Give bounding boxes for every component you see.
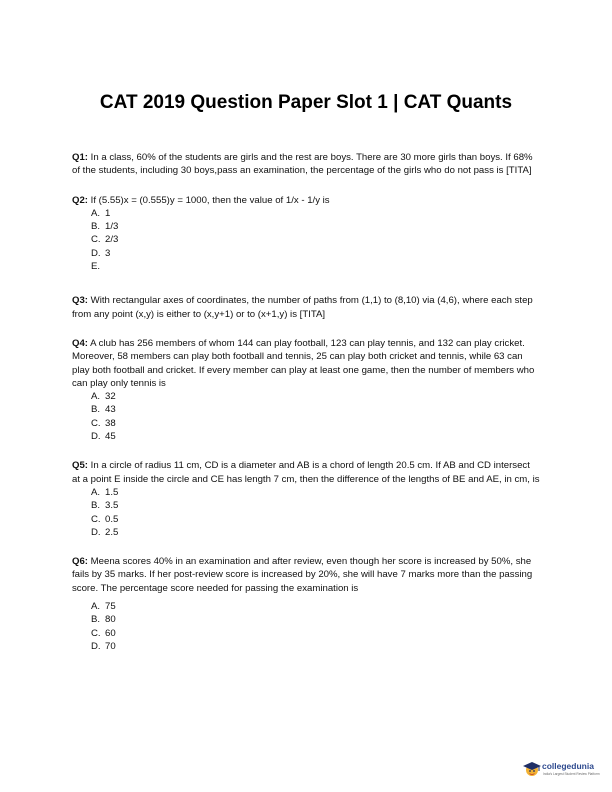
question-1 bbox=[72, 151, 540, 178]
question-text bbox=[72, 555, 540, 595]
option-letter: D. bbox=[91, 640, 101, 652]
option-text: 1.5 bbox=[105, 486, 119, 498]
option-list bbox=[72, 486, 540, 539]
option-letter: D. bbox=[91, 247, 101, 259]
option-text: 75 bbox=[105, 601, 116, 613]
option-letter: C. bbox=[91, 627, 101, 639]
option-letter: C. bbox=[91, 513, 101, 525]
option-list bbox=[72, 390, 540, 443]
option-a bbox=[91, 390, 540, 403]
question-label: Q3: bbox=[72, 295, 88, 307]
question-5 bbox=[72, 459, 540, 539]
question-label: Q6: bbox=[72, 556, 88, 568]
option-text: 45 bbox=[105, 431, 116, 443]
option-c bbox=[91, 513, 540, 526]
option-letter: D. bbox=[91, 526, 101, 538]
option-letter: B. bbox=[91, 614, 101, 626]
question-text bbox=[72, 337, 540, 390]
option-letter: A. bbox=[91, 391, 101, 403]
question-label: Q4: bbox=[72, 337, 88, 349]
option-b bbox=[91, 403, 540, 416]
question-body: With rectangular axes of coordinates, the number of paths from (1,1) to (8,10) via (4,6), where each step from any point (x,y) is either to (x,y+1) or to (x+1,y) is [TITA] bbox=[72, 295, 533, 320]
option-a bbox=[91, 600, 540, 613]
option-d bbox=[91, 430, 540, 443]
option-text: 38 bbox=[105, 417, 116, 429]
graduate-cap-icon bbox=[522, 759, 542, 779]
option-text: 1/3 bbox=[105, 221, 119, 233]
option-list bbox=[72, 207, 540, 273]
option-text: 3.5 bbox=[105, 500, 119, 512]
option-letter: B. bbox=[91, 221, 101, 233]
option-text: 2.5 bbox=[105, 526, 119, 538]
option-text: 43 bbox=[105, 404, 116, 416]
question-3 bbox=[72, 294, 540, 321]
option-list bbox=[72, 600, 540, 653]
option-letter: B. bbox=[91, 404, 101, 416]
option-b bbox=[91, 220, 540, 233]
question-label: Q5: bbox=[72, 460, 88, 472]
question-label: Q1: bbox=[72, 152, 88, 163]
question-label: Q2: bbox=[72, 194, 88, 206]
option-c bbox=[91, 627, 540, 640]
option-text: 60 bbox=[105, 627, 116, 639]
question-4 bbox=[72, 337, 540, 443]
option-b bbox=[91, 613, 540, 626]
page-title: CAT 2019 Question Paper Slot 1 | CAT Quants bbox=[99, 92, 513, 113]
question-text bbox=[72, 194, 540, 207]
option-letter: A. bbox=[91, 601, 101, 613]
option-a bbox=[91, 486, 540, 499]
option-letter: C. bbox=[91, 234, 101, 246]
logo-tagline: India's Largest Student Review Platform bbox=[543, 772, 600, 776]
option-letter: A. bbox=[91, 207, 101, 219]
option-d bbox=[91, 526, 540, 539]
question-text bbox=[72, 151, 540, 178]
question-list bbox=[72, 151, 540, 669]
option-text: 1 bbox=[105, 207, 111, 219]
collegedunia-logo bbox=[522, 757, 612, 783]
option-letter: A. bbox=[91, 486, 101, 498]
option-b bbox=[91, 499, 540, 512]
logo-brand: collegedunia bbox=[542, 761, 594, 771]
option-d bbox=[91, 640, 540, 653]
question-text bbox=[72, 294, 540, 321]
option-text: 70 bbox=[105, 640, 116, 652]
option-text: 2/3 bbox=[105, 234, 119, 246]
option-letter: E. bbox=[91, 261, 101, 273]
question-body: If (5.55)x = (0.555)y = 1000, then the value of 1/x - 1/y is bbox=[90, 194, 330, 206]
option-a bbox=[91, 207, 540, 220]
question-2 bbox=[72, 194, 540, 279]
question-body: In a circle of radius 11 cm, CD is a diameter and AB is a chord of length 20.5 cm. If AB and CD intersect at a point E inside the circle and CE has length 7 cm, then the difference of the lengths of BE and AE, in cm, is bbox=[72, 460, 540, 485]
question-text bbox=[72, 459, 540, 486]
question-body: A club has 256 members of whom 144 can play football, 123 can play tennis, and 132 can play cricket. Moreover, 58 members can play both football and tennis, 25 can play both cricket and tennis, while 63 can play both football and cricket. If every member can play at least one game, then the number of members who can play only tennis is bbox=[72, 337, 535, 389]
option-c bbox=[91, 233, 540, 246]
option-letter: D. bbox=[91, 431, 101, 443]
option-c bbox=[91, 417, 540, 430]
option-e bbox=[91, 260, 540, 273]
option-text: 80 bbox=[105, 614, 116, 626]
option-letter: B. bbox=[91, 500, 101, 512]
option-text: 0.5 bbox=[105, 513, 119, 525]
option-text: 32 bbox=[105, 391, 116, 403]
option-text: 3 bbox=[105, 247, 111, 259]
question-body: Meena scores 40% in an examination and after review, even though her score is increased by 50%, she fails by 35 marks. If her post-review score is increased by 20%, she will have 7 marks more than the passing score. The percentage score needed for passing the examination is bbox=[72, 556, 533, 594]
question-6 bbox=[72, 555, 540, 653]
option-letter: C. bbox=[91, 417, 101, 429]
question-body: In a class, 60% of the students are girls and the rest are boys. There are 30 more girls than boys. If 68% of the students, including 30 boys,pass an examination, the percentage of the girls who do not pass is [TITA] bbox=[72, 152, 533, 177]
option-d bbox=[91, 247, 540, 260]
